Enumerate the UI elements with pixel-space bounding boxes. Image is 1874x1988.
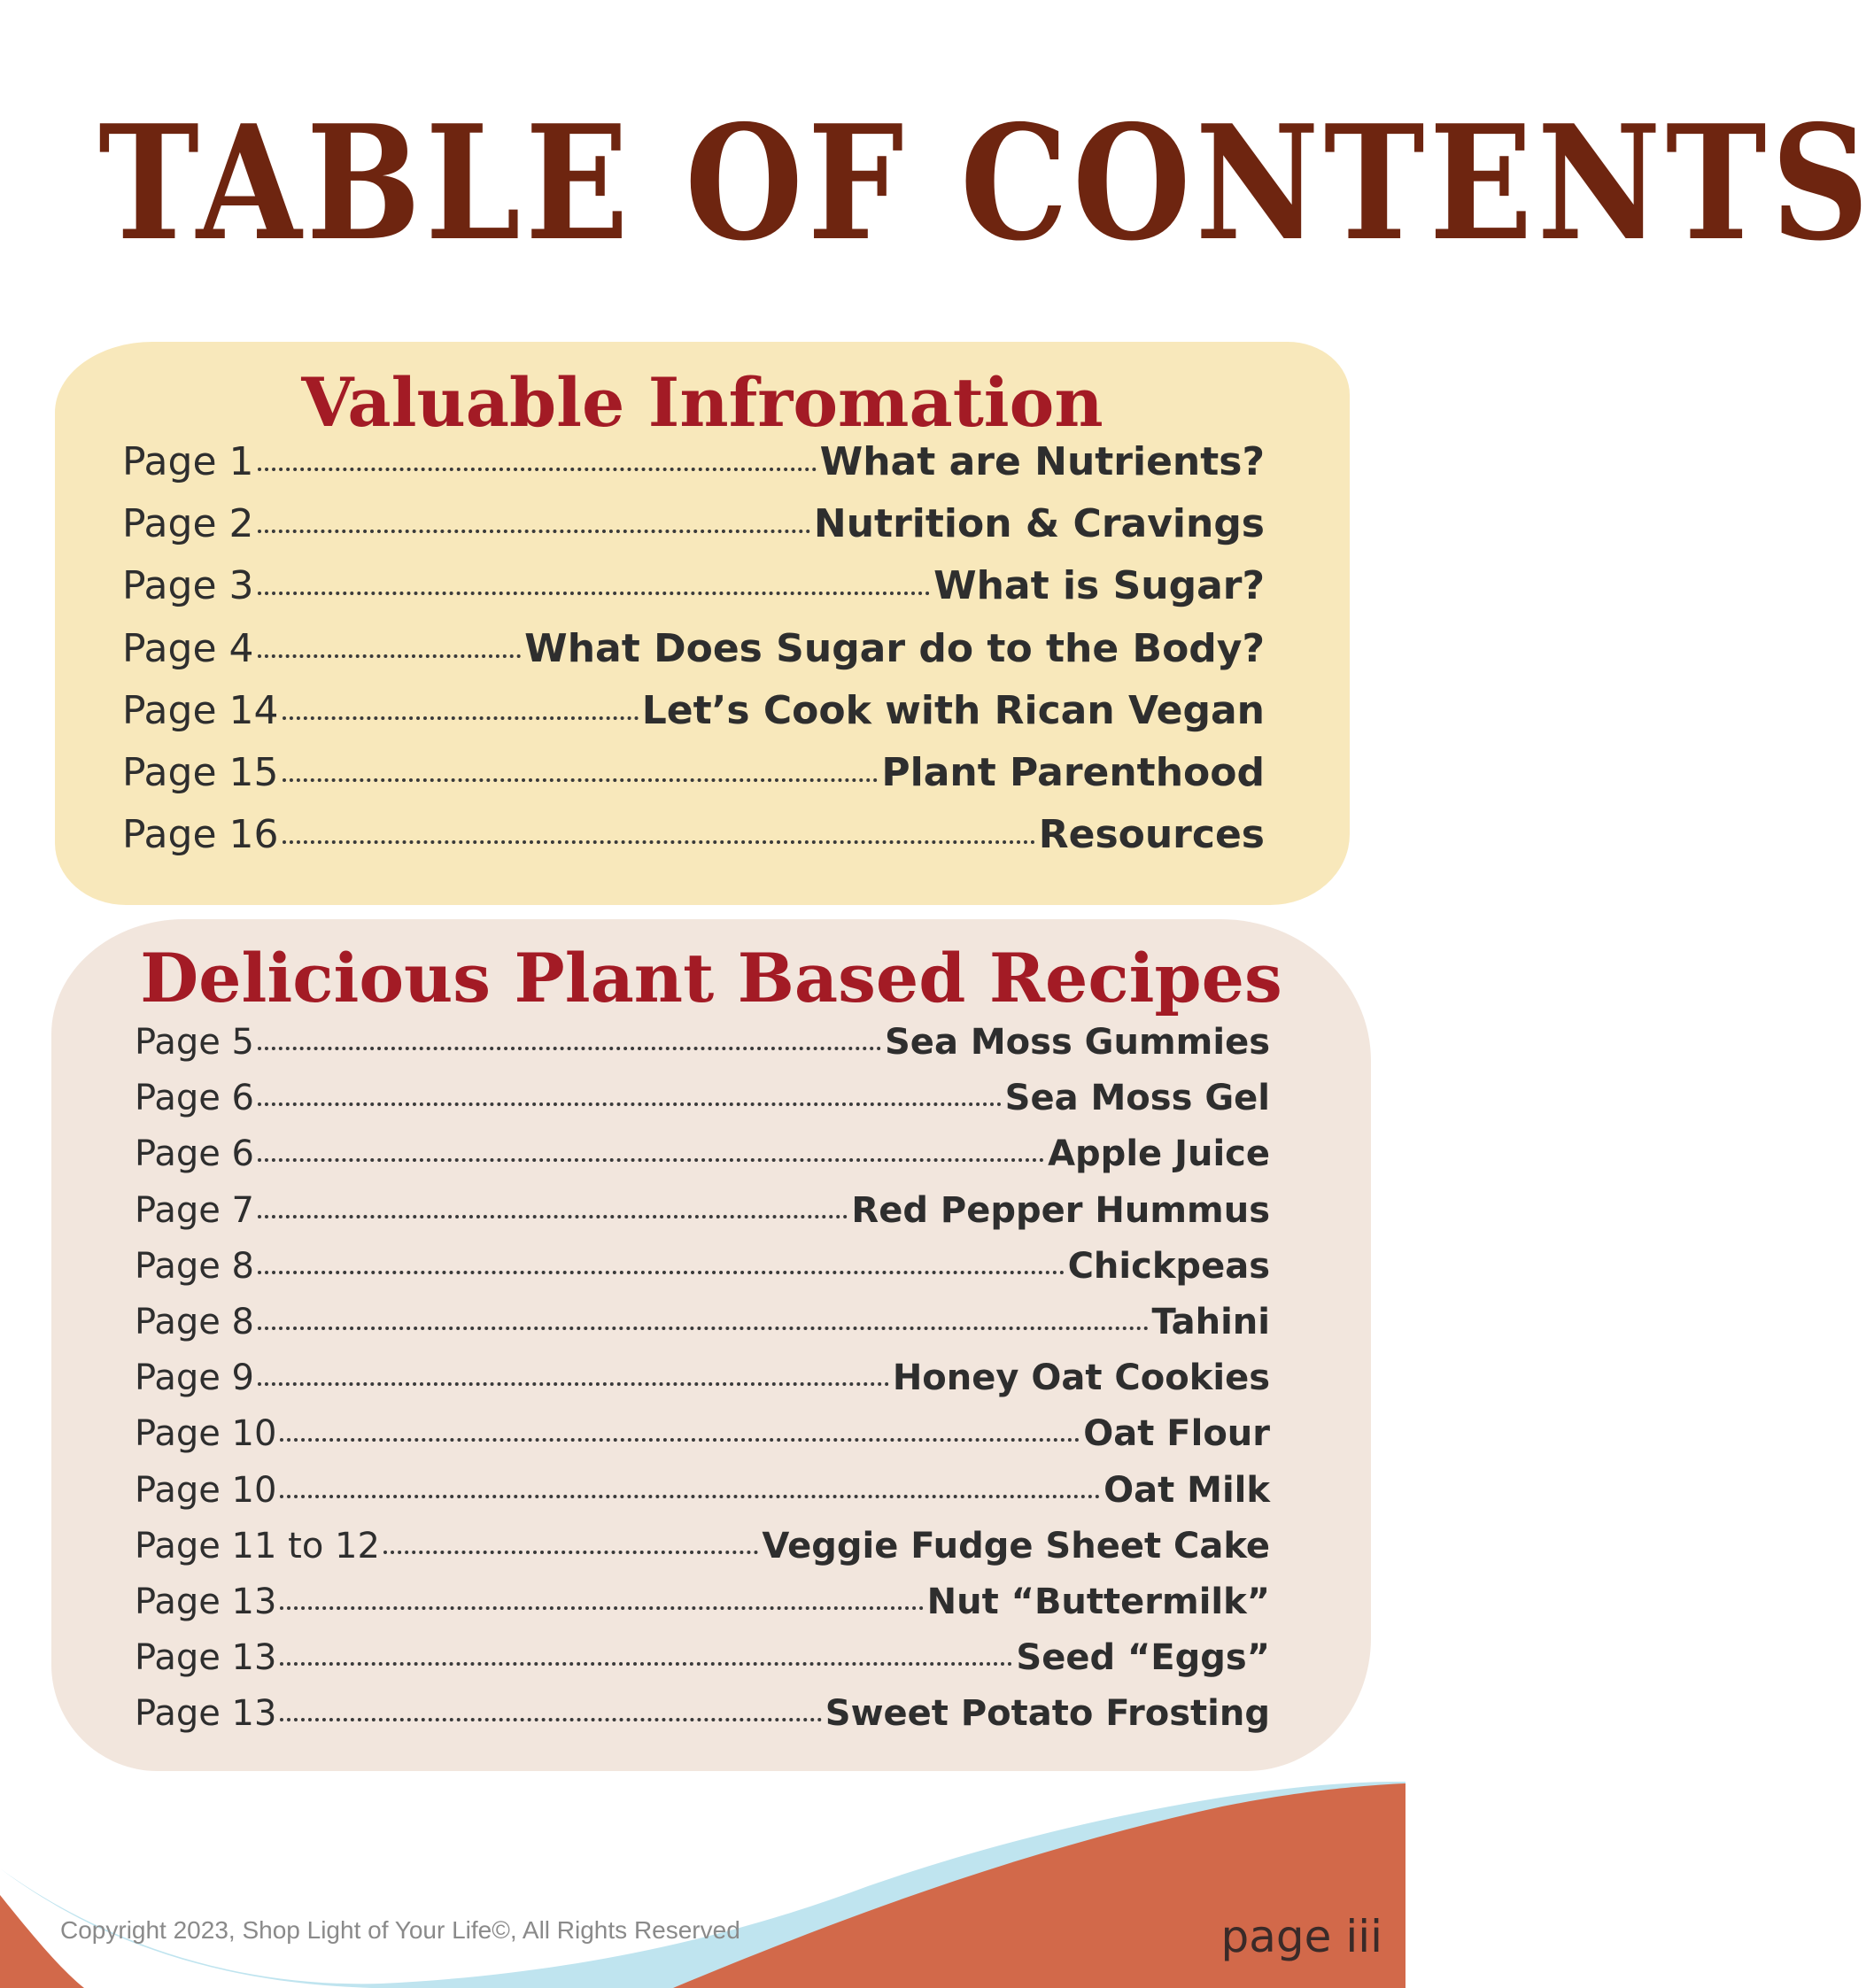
page-ref: Page 16: [122, 812, 279, 858]
section-heading: Valuable Infromation: [301, 363, 1103, 442]
entry-title: What is Sugar?: [933, 563, 1265, 609]
page-ref: Page 3: [122, 563, 254, 609]
page-ref: Page 1: [122, 439, 254, 484]
page-ref: Page 4: [122, 625, 254, 671]
entry-title: Plant Parenthood: [881, 749, 1265, 795]
copyright-text: Copyright 2023, Shop Light of Your Life©, All Rights Reserved: [60, 1916, 740, 1944]
page-ref: Page 2: [122, 501, 254, 547]
page-ref: Page 10: [135, 1413, 277, 1455]
page-ref: Page 5: [135, 1022, 254, 1063]
entry-title: What are Nutrients?: [819, 439, 1265, 484]
entry-title: Sea Moss Gel: [1004, 1078, 1270, 1119]
entry-title: Veggie Fudge Sheet Cake: [762, 1525, 1270, 1566]
page-ref: Page 8: [135, 1245, 254, 1287]
entry-title: Nutrition & Cravings: [813, 501, 1265, 547]
entry-title: Sea Moss Gummies: [885, 1022, 1270, 1063]
page-ref: Page 11 to 12: [135, 1525, 380, 1566]
page-ref: Page 10: [135, 1469, 277, 1511]
page-ref: Page 15: [122, 749, 279, 795]
entry-title: What Does Sugar do to the Body?: [524, 625, 1265, 671]
page-title: TABLE OF CONTENTS: [98, 90, 1874, 275]
entry-title: Let’s Cook with Rican Vegan: [641, 687, 1265, 733]
page-ref: Page 14: [122, 687, 279, 733]
entry-title: Sweet Potato Frosting: [825, 1693, 1270, 1735]
entry-title: Red Pepper Hummus: [851, 1189, 1270, 1231]
page-number: page iii: [1220, 1911, 1382, 1962]
entry-title: Seed “Eggs”: [1016, 1637, 1270, 1679]
entry-title: Oat Flour: [1083, 1413, 1270, 1455]
entry-title: Chickpeas: [1067, 1245, 1270, 1287]
entry-title: Oat Milk: [1103, 1469, 1270, 1511]
entry-title: Resources: [1038, 812, 1265, 858]
page-ref: Page 7: [135, 1189, 254, 1231]
entry-title: Tahini: [1151, 1301, 1270, 1342]
section-heading: Delicious Plant Based Recipes: [140, 939, 1282, 1017]
entry-title: Nut “Buttermilk”: [926, 1581, 1270, 1622]
page-ref: Page 6: [135, 1133, 254, 1175]
page-ref: Page 13: [135, 1693, 277, 1735]
entry-title: Honey Oat Cookies: [892, 1358, 1270, 1399]
page-ref: Page 8: [135, 1301, 254, 1342]
page-ref: Page 13: [135, 1581, 277, 1622]
page-ref: Page 13: [135, 1637, 277, 1679]
page-ref: Page 6: [135, 1078, 254, 1119]
page-ref: Page 9: [135, 1358, 254, 1399]
entry-title: Apple Juice: [1048, 1133, 1270, 1175]
